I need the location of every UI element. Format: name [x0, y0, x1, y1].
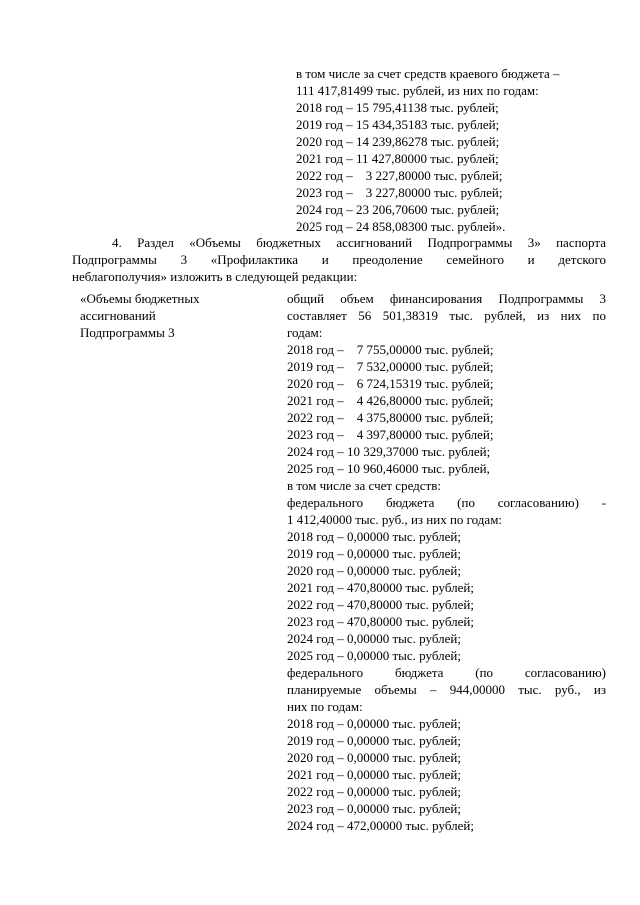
text-line: 2019 год – 15 434,35183 тыс. рублей; — [296, 117, 500, 132]
regional-budget-block — [296, 65, 606, 235]
value-line: 2025 год – 10 960,46000 тыс. рублей, — [287, 461, 490, 476]
value-line: 2024 год – 0,00000 тыс. рублей; — [287, 631, 461, 646]
value-line: 2025 год – 0,00000 тыс. рублей; — [287, 648, 461, 663]
value-line: 2023 год – 470,80000 тыс. рублей; — [287, 614, 474, 629]
value-line: 2020 год – 6 724,15319 тыс. рублей; — [287, 376, 494, 391]
value-line: 2020 год – 0,00000 тыс. рублей; — [287, 750, 461, 765]
value-line: 2021 год – 4 426,80000 тыс. рублей; — [287, 393, 494, 408]
value-line: 2024 год – 10 329,37000 тыс. рублей; — [287, 444, 491, 459]
text-line: 2018 год – 15 795,41138 тыс. рублей; — [296, 100, 499, 115]
value-line: 2022 год – 0,00000 тыс. рублей; — [287, 784, 461, 799]
value-line: 2022 год – 470,80000 тыс. рублей; — [287, 597, 474, 612]
value-line: 2023 год – 4 397,80000 тыс. рублей; — [287, 427, 494, 442]
value-line: 1 412,40000 тыс. руб., из них по годам: — [287, 512, 503, 527]
table-value-column — [287, 290, 606, 834]
value-line: составляет 56 501,38319 тыс. рублей, из них по — [287, 308, 606, 323]
text-line: 2024 год – 23 206,70600 тыс. рублей; — [296, 202, 500, 217]
value-line: 2021 год – 470,80000 тыс. рублей; — [287, 580, 474, 595]
value-line: федерального бюджета (по согласованию) - — [287, 495, 606, 510]
value-line: 2019 год – 0,00000 тыс. рублей; — [287, 546, 461, 561]
text-line: 111 417,81499 тыс. рублей, из них по годам: — [296, 83, 539, 98]
text-line: 2023 год – 3 227,80000 тыс. рублей; — [296, 185, 503, 200]
value-line: 2023 год – 0,00000 тыс. рублей; — [287, 801, 461, 816]
text-line: 2020 год – 14 239,86278 тыс. рублей; — [296, 134, 500, 149]
value-line: 2018 год – 0,00000 тыс. рублей; — [287, 529, 461, 544]
value-line: 2024 год – 472,00000 тыс. рублей; — [287, 818, 474, 833]
paragraph-line: неблагополучия» изложить в следующей редакции: — [72, 269, 358, 284]
value-line: 2019 год – 7 532,00000 тыс. рублей; — [287, 359, 494, 374]
value-line: 2020 год – 0,00000 тыс. рублей; — [287, 563, 461, 578]
value-line: в том числе за счет средств: — [287, 478, 441, 493]
section-4-paragraph — [72, 234, 606, 285]
value-line: 2022 год – 4 375,80000 тыс. рублей; — [287, 410, 494, 425]
value-line: годам: — [287, 325, 323, 340]
paragraph-line: 4. Раздел «Объемы бюджетных ассигнований Подпрограммы 3» паспорта — [112, 235, 606, 250]
value-line: 2019 год – 0,00000 тыс. рублей; — [287, 733, 461, 748]
value-line: них по годам: — [287, 699, 363, 714]
value-line: федерального бюджета (по согласованию) — [287, 665, 606, 680]
text-line: в том числе за счет средств краевого бюджета – — [296, 66, 560, 81]
label-line: Подпрограммы 3 — [80, 325, 175, 340]
label-line: «Объемы бюджетных — [80, 291, 200, 306]
value-line: 2018 год – 7 755,00000 тыс. рублей; — [287, 342, 494, 357]
value-line: общий объем финансирования Подпрограммы 3 — [287, 291, 606, 306]
value-line: 2021 год – 0,00000 тыс. рублей; — [287, 767, 461, 782]
text-line: 2025 год – 24 858,08300 тыс. рублей». — [296, 219, 506, 234]
value-line: планируемые объемы – 944,00000 тыс. руб., из — [287, 682, 606, 697]
label-line: ассигнований — [80, 308, 156, 323]
paragraph-line: Подпрограммы 3 «Профилактика и преодоление семейного и детского — [72, 252, 606, 267]
text-line: 2021 год – 11 427,80000 тыс. рублей; — [296, 151, 499, 166]
text-line: 2022 год – 3 227,80000 тыс. рублей; — [296, 168, 503, 183]
value-line: 2018 год – 0,00000 тыс. рублей; — [287, 716, 461, 731]
table-label-column — [80, 290, 270, 341]
